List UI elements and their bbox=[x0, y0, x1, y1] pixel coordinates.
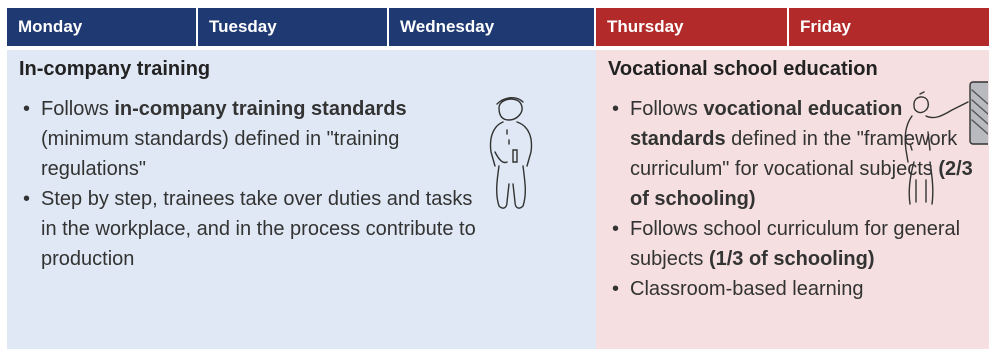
bullet-bold-text: in-company training standards bbox=[114, 98, 407, 120]
in-company-bullet-1 bbox=[19, 94, 479, 184]
weekday-header bbox=[7, 8, 989, 46]
in-company-heading: In-company training bbox=[19, 58, 211, 80]
bullet-bold-text: (2/3 of schooling) bbox=[630, 158, 973, 210]
vocational-school-panel bbox=[596, 50, 989, 349]
bullet-bold-text: (1/3 of schooling) bbox=[708, 248, 875, 270]
vocational-heading: Vocational school education bbox=[608, 58, 878, 80]
bullet-text: Follows bbox=[630, 98, 704, 120]
bullet-bold-text: vocational education standards bbox=[630, 98, 903, 150]
in-company-bullet-2: • Step by step, trainees take over duties and tasks in the workplace, and in the process contribute to production bbox=[19, 184, 479, 274]
day-thursday: Thursday bbox=[596, 8, 789, 46]
day-tuesday: Tuesday bbox=[198, 8, 389, 46]
day-wednesday: Wednesday bbox=[389, 8, 596, 46]
in-company-bullets bbox=[19, 94, 479, 274]
teacher-sketch-icon bbox=[892, 80, 988, 230]
vocational-bullet-3: • Classroom-based learning bbox=[608, 274, 988, 304]
bullet-text: (minimum standards) defined in "training regulations" bbox=[41, 128, 400, 180]
in-company-panel bbox=[7, 50, 596, 349]
bullet-text: Follows school curriculum for general subjects bbox=[630, 218, 961, 270]
day-friday: Friday bbox=[789, 8, 989, 46]
worker-sketch-icon bbox=[477, 90, 547, 230]
day-monday: Monday bbox=[7, 8, 198, 46]
bullet-text: Follows bbox=[41, 98, 115, 120]
bullet-text: defined in the "framework curriculum" for vocational subjects bbox=[630, 128, 958, 180]
